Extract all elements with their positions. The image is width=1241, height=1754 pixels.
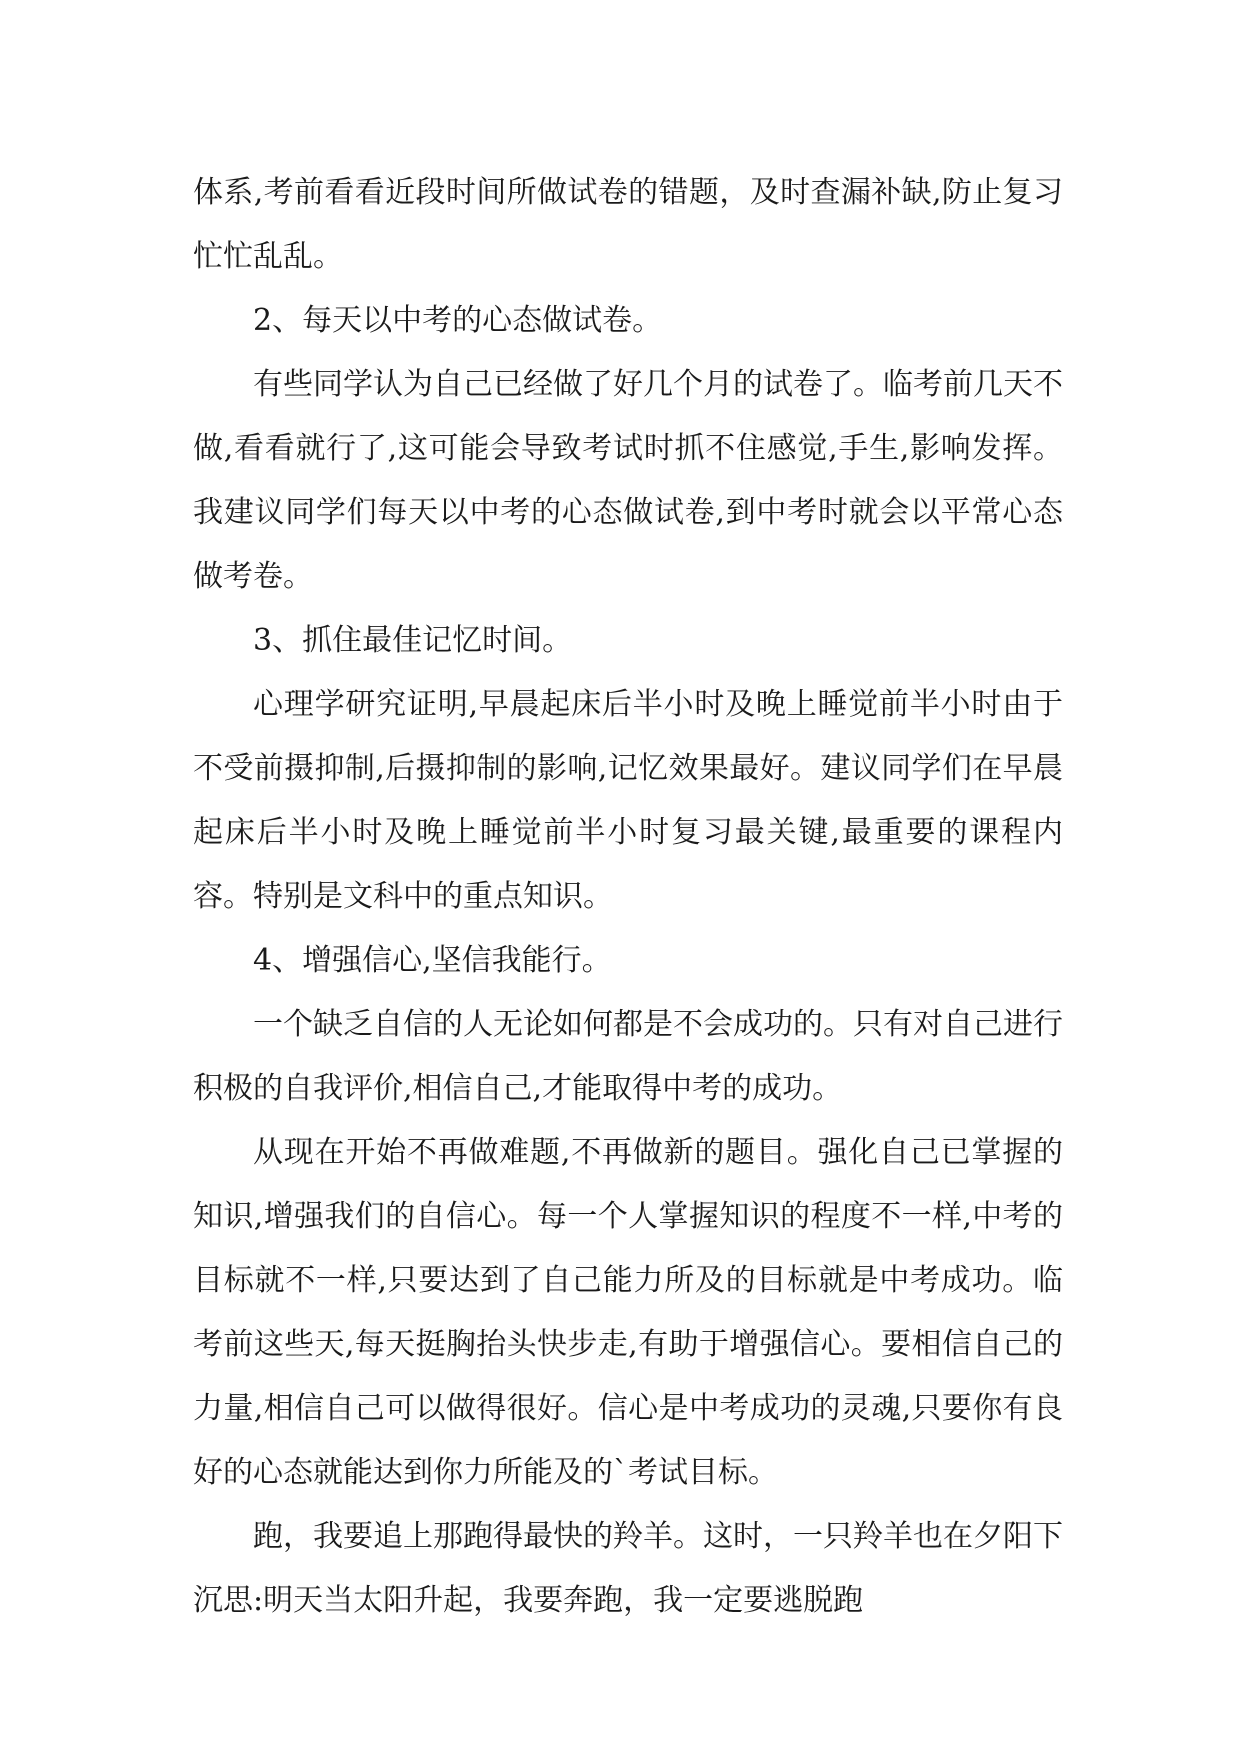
heading-point-4: 4、增强信心,坚信我能行。 xyxy=(253,943,612,978)
body-text xyxy=(193,161,1063,1633)
paragraph-continued-intro: 体系,考前看看近段时间所做试卷的错题，及时查漏补缺,防止复习忙忙乱乱。 xyxy=(193,175,1063,274)
paragraph-point-4b: 从现在开始不再做难题,不再做新的题目。强化自己已掌握的知识,增强我们的自信心。每一个人掌握知识的程度不一样,中考的目标就不一样,只要达到了自己能力所及的目标就是中考成功。临考前这些天,每天挺胸抬头快步走,有助于增强信心。要相信自己的力量,相信自己可以做得很好。信心是中考成功的灵魂,只要你有良好的心态就能达到你力所能及的`考试目标。 xyxy=(193,1135,1063,1490)
heading-point-3: 3、抓住最佳记忆时间。 xyxy=(253,623,573,658)
paragraph-antelope: 跑，我要追上那跑得最快的羚羊。这时，一只羚羊也在夕阳下沉思:明天当太阳升起，我要奔跑，我一定要逃脱跑 xyxy=(193,1519,1063,1618)
paragraph-point-2: 有些同学认为自己已经做了好几个月的试卷了。临考前几天不做,看看就行了,这可能会导致考试时抓不住感觉,手生,影响发挥。我建议同学们每天以中考的心态做试卷,到中考时就会以平常心态做考卷。 xyxy=(193,367,1063,594)
paragraph-point-3: 心理学研究证明,早晨起床后半小时及晚上睡觉前半小时由于不受前摄抑制,后摄抑制的影响,记忆效果最好。建议同学们在早晨起床后半小时及晚上睡觉前半小时复习最关键,最重要的课程内容。特别是文科中的重点知识。 xyxy=(193,687,1063,914)
paragraph-point-4a: 一个缺乏自信的人无论如何都是不会成功的。只有对自己进行积极的自我评价,相信自己,才能取得中考的成功。 xyxy=(193,1007,1063,1106)
heading-point-2: 2、每天以中考的心态做试卷。 xyxy=(253,303,663,338)
